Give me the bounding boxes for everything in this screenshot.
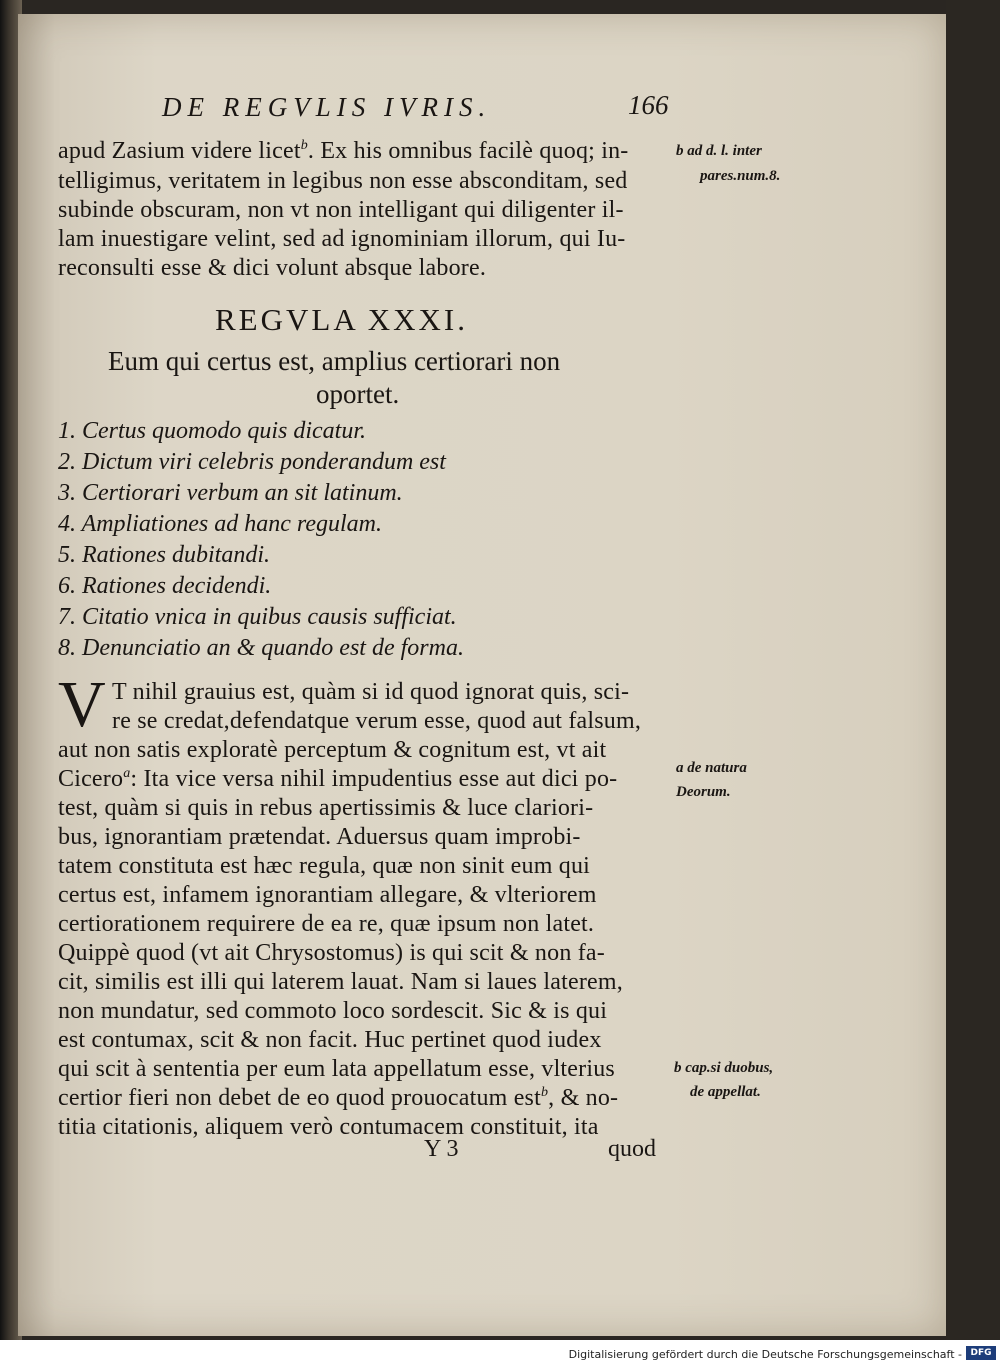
summary-item: 7. Citatio vnica in quibus causis sufficiat. (58, 604, 457, 630)
signature-mark: Y 3 (424, 1136, 459, 1162)
body-line: reconsulti esse & dici volunt absque labore. (58, 255, 487, 281)
summary-item: 1. Certus quomodo quis dicatur. (58, 418, 367, 444)
body-line: qui scit à sententia per eum lata appellatum esse, vlterius (58, 1056, 615, 1082)
drop-cap: V (58, 668, 106, 741)
body-line: titia citationis, aliquem verò contumacem constituit, ita (58, 1114, 599, 1140)
body-line: subinde obscuram, non vt non intelligant qui diligenter il- (58, 197, 624, 223)
body-line: telligimus, veritatem in legibus non esse absconditam, sed (58, 168, 628, 194)
margin-note: b ad d. l. inter (676, 143, 762, 159)
catchword: quod (608, 1136, 656, 1162)
margin-note: a de natura (676, 760, 747, 776)
body-line: aut non satis exploratè perceptum & cognitum est, vt ait (58, 737, 607, 763)
body-line: bus, ignorantiam prætendat. Aduersus quam improbi- (58, 824, 581, 850)
body-line: apud Zasium videre licet$^b$. Ex his omnibus facilè quoq; in- (58, 138, 629, 164)
footer-credit: Digitalisierung gefördert durch die Deutsche Forschungsgemeinschaft - (568, 1348, 962, 1361)
page-number: 166 (628, 90, 669, 120)
summary-item: 4. Ampliationes ad hanc regulam. (58, 511, 382, 537)
rule-heading: REGVLA XXXI. (215, 302, 468, 337)
margin-note: de appellat. (690, 1084, 761, 1100)
summary-item: 8. Denunciatio an & quando est de forma. (58, 635, 464, 661)
body-line: Quippè quod (vt ait Chrysostomus) is qui scit & non fa- (58, 940, 605, 966)
body-line: est contumax, scit & non facit. Huc pertinet quod iudex (58, 1027, 602, 1053)
summary-item: 6. Rationes decidendi. (58, 573, 272, 599)
summary-item: 2. Dictum viri celebris ponderandum est (58, 449, 446, 475)
body-line: tatem constituta est hæc regula, quæ non sinit eum qui (58, 853, 591, 879)
body-line: certior fieri non debet de eo quod prouocatum est$^b$, & no- (58, 1085, 619, 1111)
body-line: cit, similis est illi qui laterem lauat. Nam si laues laterem, (58, 969, 623, 995)
dfg-logo: DFG (966, 1346, 996, 1360)
body-line: lam inuestigare velint, sed ad ignominiam illorum, qui Iu- (58, 226, 626, 252)
summary-item: 5. Rationes dubitandi. (58, 542, 270, 568)
rule-subtitle: oportet. (316, 379, 400, 409)
body-line: test, quàm si quis in rebus apertissimis & luce clariori- (58, 795, 594, 821)
body-line: re se credat,defendatque verum esse, quod aut falsum, (112, 708, 642, 734)
body-line: non mundatur, sed commoto loco sordescit. Sic & is qui (58, 998, 608, 1024)
margin-note: pares.num.8. (700, 168, 781, 184)
body-line: certiorationem requirere de ea re, quæ ipsum non latet. (58, 911, 595, 937)
running-title: DE REGVLIS IVRIS. (162, 92, 492, 122)
summary-item: 3. Certiorari verbum an sit latinum. (58, 480, 403, 506)
body-line: certus est, infamem ignorantiam allegare, & vlteriorem (58, 882, 597, 908)
margin-note: Deorum. (676, 784, 731, 800)
margin-note: b cap.si duobus, (674, 1060, 774, 1076)
body-line: T nihil grauius est, quàm si id quod ignorat quis, sci- (112, 679, 630, 705)
body-line: Cicero$^a$: Ita vice versa nihil impudentius esse aut dici po- (58, 766, 618, 792)
scan-right-margin (946, 0, 1000, 1340)
rule-subtitle: Eum qui certus est, amplius certiorari non (108, 346, 561, 376)
